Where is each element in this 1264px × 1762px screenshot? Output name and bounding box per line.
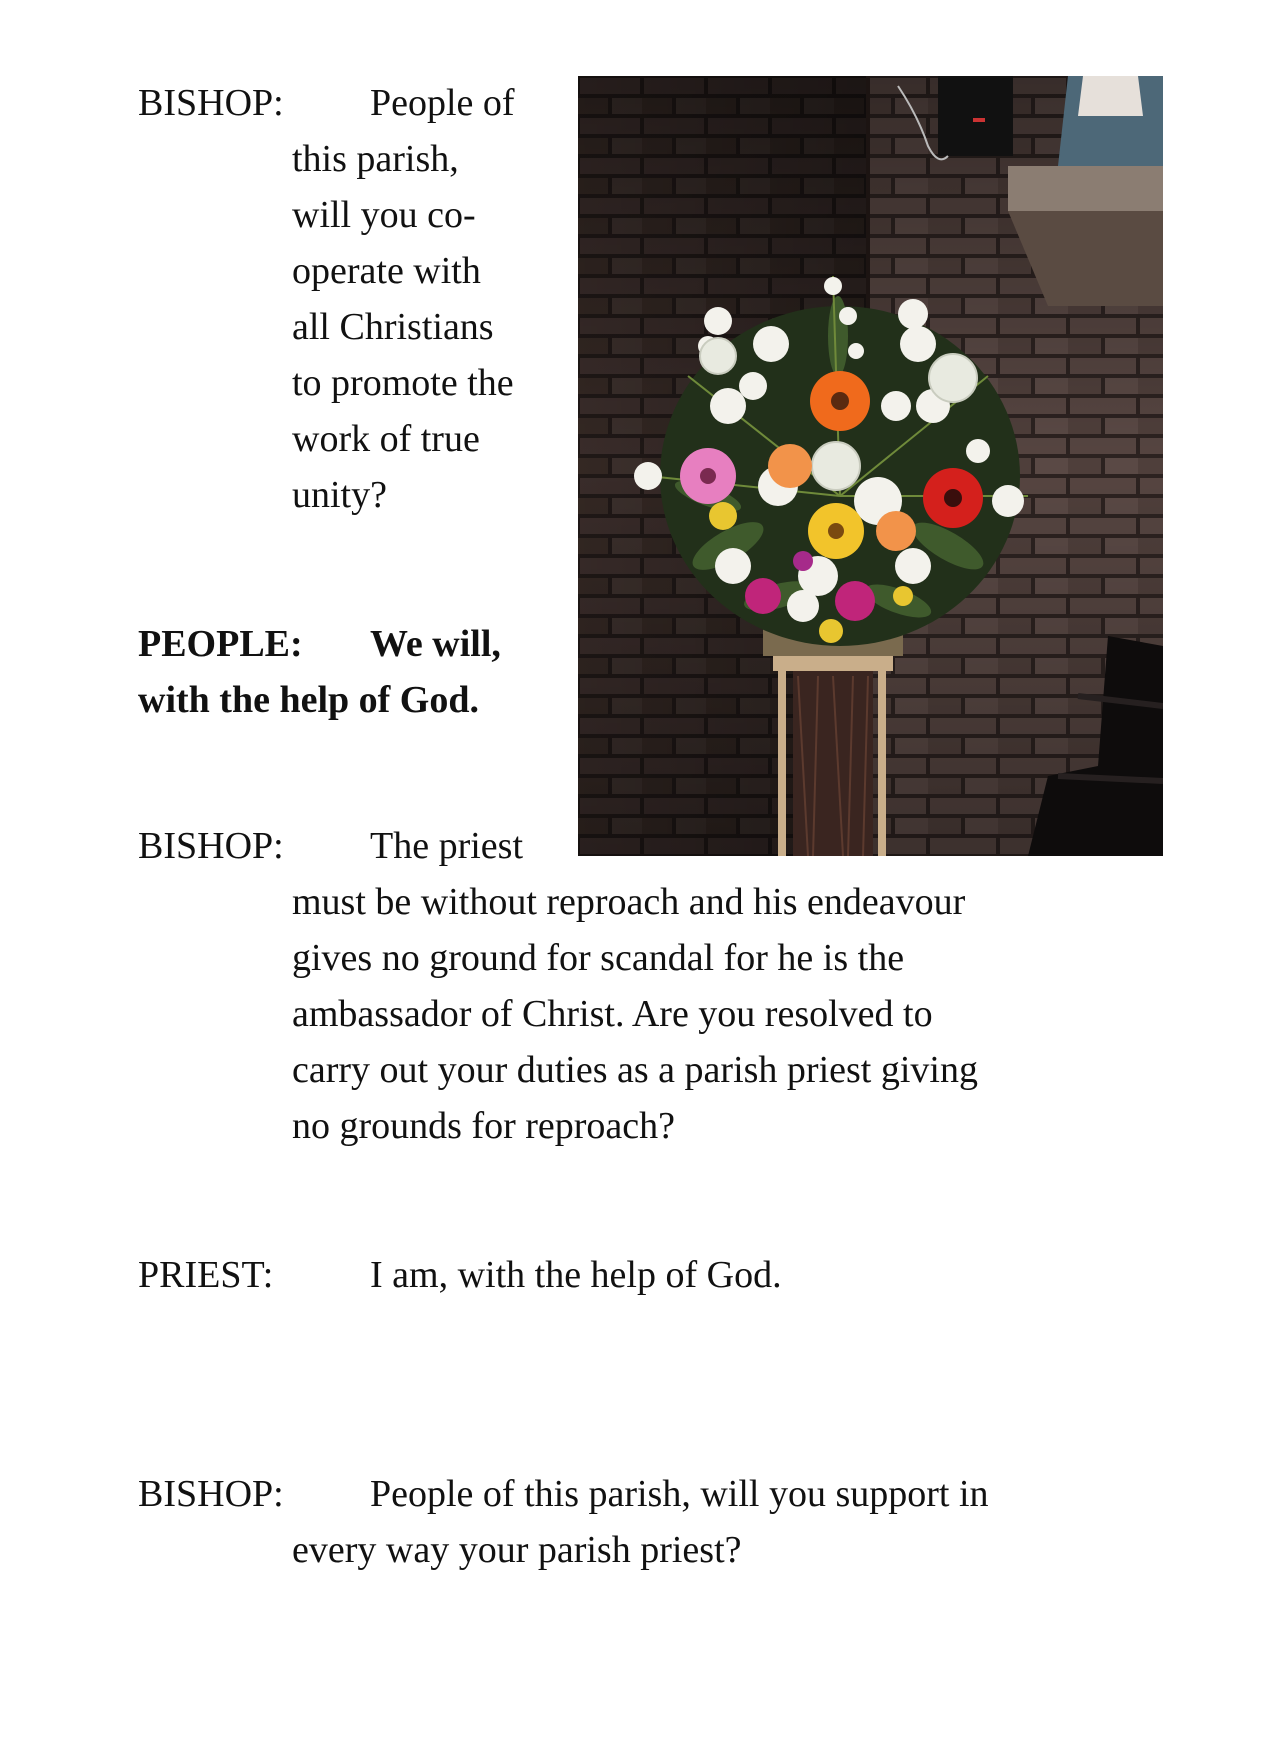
dialogue-line: I am, with the help of God.: [370, 1254, 782, 1296]
dialogue-line: work of true: [292, 418, 480, 460]
dialogue-line: this parish,: [292, 138, 459, 180]
speaker-label: BISHOP:: [138, 82, 284, 124]
dialogue-line: will you co-: [292, 194, 476, 236]
flower-arrangement-photo: [578, 76, 1163, 856]
dialogue-line: The priest: [370, 825, 524, 867]
dialogue-line: operate with: [292, 250, 481, 292]
dialogue-line: People of: [370, 82, 515, 124]
dialogue-line: unity?: [292, 474, 387, 516]
speaker-label: PRIEST:: [138, 1254, 274, 1296]
dialogue-line: all Christians: [292, 306, 494, 348]
dialogue-line: to promote the: [292, 362, 514, 404]
dialogue-line: We will,: [370, 623, 501, 665]
speaker-label: BISHOP:: [138, 1473, 284, 1515]
flower-arrangement-icon: [578, 76, 1163, 856]
dialogue-line: must be without reproach and his endeavour: [292, 881, 966, 923]
dialogue-line: gives no ground for scandal for he is the: [292, 937, 905, 979]
dialogue-line: People of this parish, will you support in: [370, 1473, 989, 1515]
dialogue-line: no grounds for reproach?: [292, 1105, 676, 1147]
dialogue-line: carry out your duties as a parish priest giving: [292, 1049, 978, 1091]
dialogue-line: with the help of God.: [138, 679, 479, 721]
dialogue-line: ambassador of Christ. Are you resolved to: [292, 993, 933, 1035]
speaker-label: BISHOP:: [138, 825, 284, 867]
speaker-label: PEOPLE:: [138, 623, 303, 665]
dialogue-line: every way your parish priest?: [292, 1529, 742, 1571]
